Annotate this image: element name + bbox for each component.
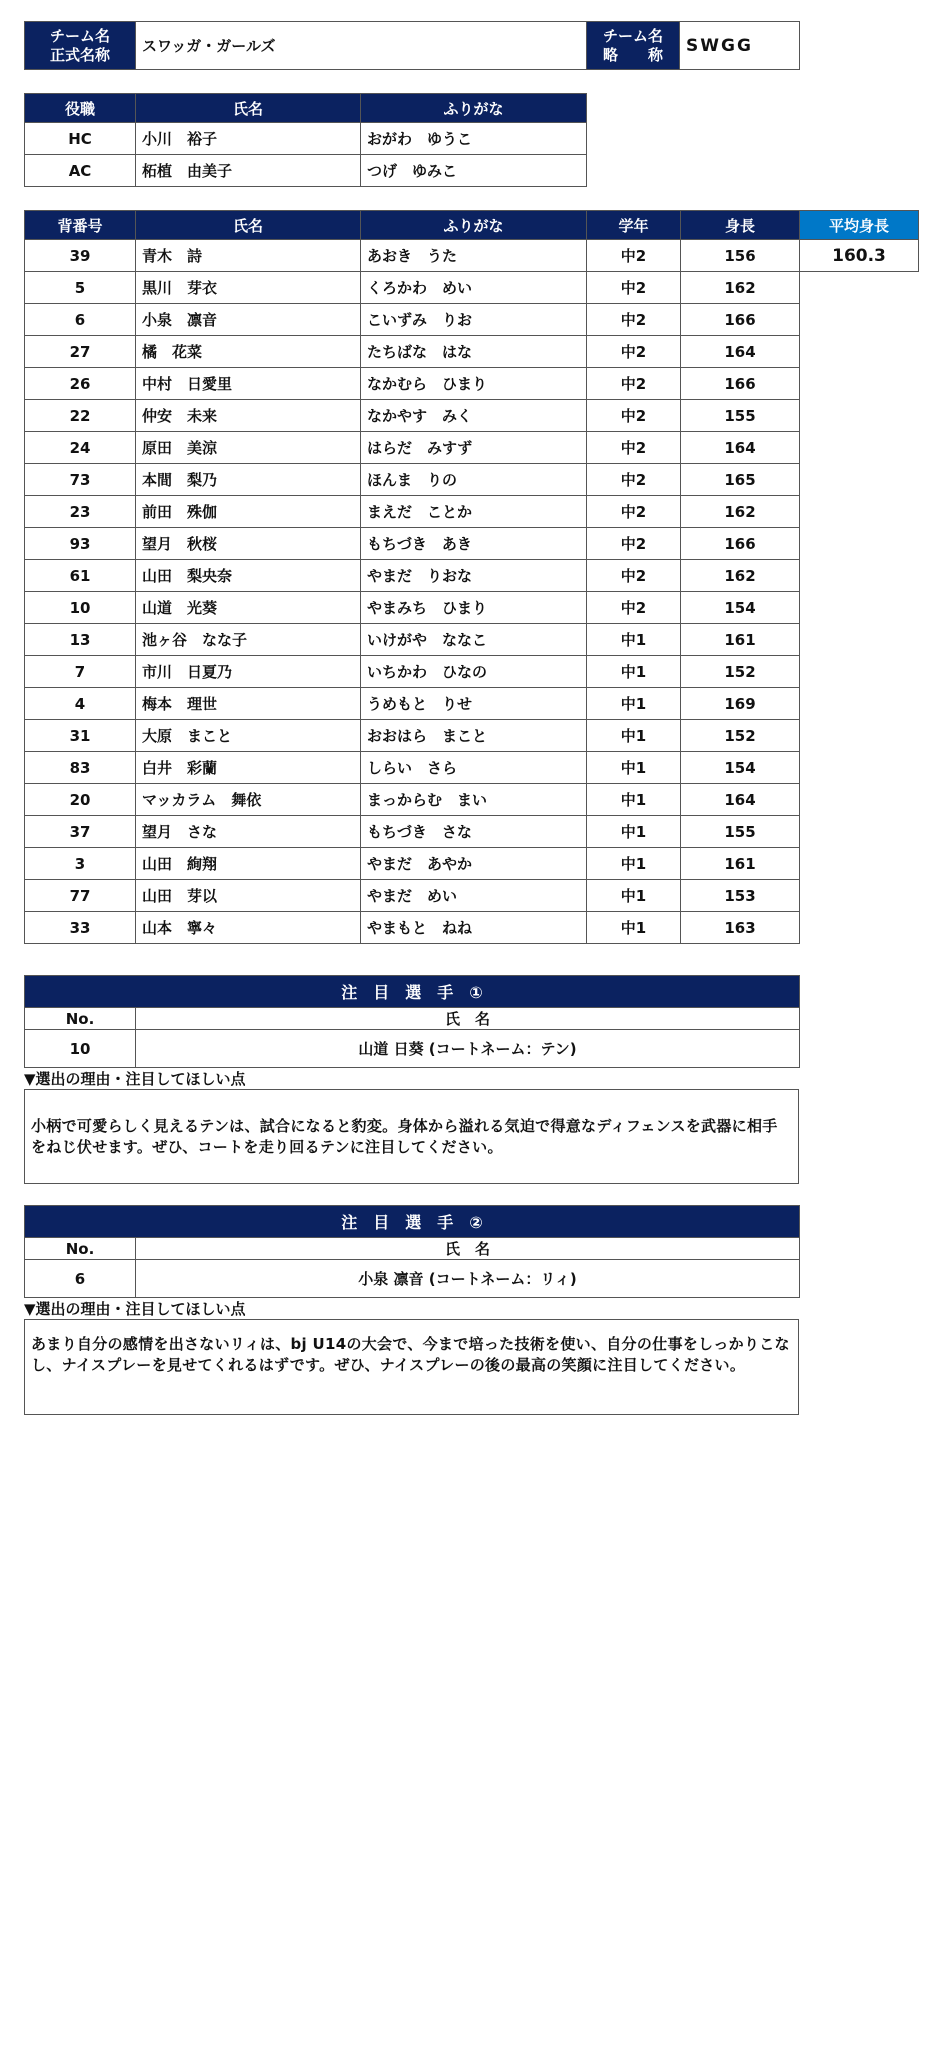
player-name: 黒川 芽衣 <box>136 272 361 304</box>
player-name: 橘 花菜 <box>136 336 361 368</box>
player-height: 164 <box>681 784 800 816</box>
player-grade: 中1 <box>587 656 681 688</box>
table-row <box>25 912 800 944</box>
player-grade: 中1 <box>587 752 681 784</box>
player-name: 山田 絢翔 <box>136 848 361 880</box>
staff-role: AC <box>25 155 136 187</box>
player-kana: もちづき さな <box>361 816 587 848</box>
table-row <box>25 272 800 304</box>
featured-player-2-reason-label: ▼選出の理由・注目してほしい点 <box>24 1300 246 1318</box>
player-kana: たちばな はな <box>361 336 587 368</box>
player-height: 164 <box>681 432 800 464</box>
staff-role: HC <box>25 123 136 155</box>
player-name: 山本 寧々 <box>136 912 361 944</box>
roster-header-name: 氏名 <box>136 211 361 240</box>
player-kana: いけがや ななこ <box>361 624 587 656</box>
player-height: 153 <box>681 880 800 912</box>
player-number: 33 <box>25 912 136 944</box>
player-height: 152 <box>681 720 800 752</box>
featured-player-2-reason: あまり自分の感情を出さないリィは、bj U14の大会で、今まで培った技術を使い、自分の仕事をしっかりこなし、ナイスプレーを見せてくれるはずです。ぜひ、ナイスプレーの後の最高の笑顔に注目してください。 <box>24 1319 799 1415</box>
player-name: 望月 さな <box>136 816 361 848</box>
player-name: 山田 芽以 <box>136 880 361 912</box>
player-name: 梅本 理世 <box>136 688 361 720</box>
table-row <box>25 368 800 400</box>
player-number: 27 <box>25 336 136 368</box>
player-grade: 中1 <box>587 688 681 720</box>
player-kana: やまだ あやか <box>361 848 587 880</box>
player-number: 10 <box>25 592 136 624</box>
table-row <box>25 336 800 368</box>
table-row <box>25 880 800 912</box>
table-row <box>25 432 800 464</box>
player-height: 162 <box>681 496 800 528</box>
featured-player-2-name-header: 氏 名 <box>136 1238 800 1260</box>
featured-player-2-table <box>24 1205 800 1298</box>
player-kana: やまみち ひまり <box>361 592 587 624</box>
staff-header-name: 氏名 <box>136 94 361 123</box>
player-height: 161 <box>681 848 800 880</box>
featured-player-2-no-header: No. <box>25 1238 136 1260</box>
table-row <box>25 496 800 528</box>
featured-player-2-name: 小泉 凛音 (コートネーム：リィ) <box>136 1260 800 1298</box>
table-row <box>25 304 800 336</box>
featured-player-1-title: 注 目 選 手 ① <box>25 976 800 1008</box>
player-grade: 中2 <box>587 560 681 592</box>
table-row <box>25 816 800 848</box>
player-number: 73 <box>25 464 136 496</box>
player-height: 169 <box>681 688 800 720</box>
player-number: 22 <box>25 400 136 432</box>
player-name: 青木 詩 <box>136 240 361 272</box>
player-name: 本間 梨乃 <box>136 464 361 496</box>
player-number: 4 <box>25 688 136 720</box>
featured-player-1-number: 10 <box>25 1030 136 1068</box>
player-number: 23 <box>25 496 136 528</box>
player-number: 31 <box>25 720 136 752</box>
table-row <box>25 752 800 784</box>
player-kana: やまもと ねね <box>361 912 587 944</box>
table-row <box>25 784 800 816</box>
player-grade: 中1 <box>587 720 681 752</box>
roster-header-kana: ふりがな <box>361 211 587 240</box>
player-number: 3 <box>25 848 136 880</box>
player-height: 165 <box>681 464 800 496</box>
player-height: 154 <box>681 752 800 784</box>
average-height-label: 平均身長 <box>800 211 919 240</box>
featured-player-1-reason-label: ▼選出の理由・注目してほしい点 <box>24 1070 246 1088</box>
average-height-table <box>799 210 919 272</box>
player-grade: 中1 <box>587 880 681 912</box>
player-grade: 中1 <box>587 784 681 816</box>
player-grade: 中2 <box>587 432 681 464</box>
staff-row <box>25 123 587 155</box>
staff-kana: おがわ ゆうこ <box>361 123 587 155</box>
staff-kana: つげ ゆみこ <box>361 155 587 187</box>
short-team-name: SWGG <box>680 22 800 70</box>
player-grade: 中1 <box>587 816 681 848</box>
staff-row <box>25 155 587 187</box>
featured-player-1-name: 山道 日葵 (コートネーム：テン) <box>136 1030 800 1068</box>
player-grade: 中2 <box>587 592 681 624</box>
player-height: 154 <box>681 592 800 624</box>
player-kana: ほんま りの <box>361 464 587 496</box>
player-kana: なかやす みく <box>361 400 587 432</box>
roster-header-grade: 学年 <box>587 211 681 240</box>
player-kana: くろかわ めい <box>361 272 587 304</box>
player-kana: まえだ ことか <box>361 496 587 528</box>
player-kana: いちかわ ひなの <box>361 656 587 688</box>
player-name: 山道 光葵 <box>136 592 361 624</box>
player-grade: 中2 <box>587 368 681 400</box>
roster-header-row <box>25 211 800 240</box>
player-grade: 中2 <box>587 336 681 368</box>
player-name: 山田 梨央奈 <box>136 560 361 592</box>
table-row <box>25 528 800 560</box>
player-name: 池ヶ谷 なな子 <box>136 624 361 656</box>
short-name-label <box>587 22 680 70</box>
player-name: 大原 まこと <box>136 720 361 752</box>
featured-player-1-name-header: 氏 名 <box>136 1008 800 1030</box>
table-row <box>25 240 800 272</box>
player-name: 原田 美涼 <box>136 432 361 464</box>
staff-name: 小川 裕子 <box>136 123 361 155</box>
official-team-name: スワッガ・ガールズ <box>136 22 587 70</box>
team-name-table <box>24 21 800 70</box>
player-number: 5 <box>25 272 136 304</box>
staff-header-kana: ふりがな <box>361 94 587 123</box>
player-number: 77 <box>25 880 136 912</box>
player-number: 26 <box>25 368 136 400</box>
player-number: 61 <box>25 560 136 592</box>
player-grade: 中2 <box>587 528 681 560</box>
table-row <box>25 400 800 432</box>
featured-player-1-table <box>24 975 800 1068</box>
player-height: 166 <box>681 304 800 336</box>
roster-header-height: 身長 <box>681 211 800 240</box>
player-kana: あおき うた <box>361 240 587 272</box>
player-kana: もちづき あき <box>361 528 587 560</box>
player-grade: 中2 <box>587 496 681 528</box>
player-kana: やまだ めい <box>361 880 587 912</box>
player-number: 37 <box>25 816 136 848</box>
player-number: 20 <box>25 784 136 816</box>
player-name: 仲安 未来 <box>136 400 361 432</box>
average-height-value: 160.3 <box>800 240 919 272</box>
player-number: 6 <box>25 304 136 336</box>
staff-name: 柘植 由美子 <box>136 155 361 187</box>
player-name: マッカラム 舞依 <box>136 784 361 816</box>
player-kana: しらい さら <box>361 752 587 784</box>
player-height: 164 <box>681 336 800 368</box>
short-name-label-line2: 略 称 <box>602 45 663 64</box>
player-kana: やまだ りおな <box>361 560 587 592</box>
player-kana: うめもと りせ <box>361 688 587 720</box>
player-number: 7 <box>25 656 136 688</box>
table-row <box>25 464 800 496</box>
player-grade: 中1 <box>587 624 681 656</box>
player-roster-table <box>24 210 800 944</box>
table-row <box>25 688 800 720</box>
player-kana: はらだ みすず <box>361 432 587 464</box>
player-height: 156 <box>681 240 800 272</box>
official-name-label <box>25 22 136 70</box>
staff-table <box>24 93 587 187</box>
player-name: 前田 殊伽 <box>136 496 361 528</box>
official-name-label-line1: チーム名 <box>49 26 110 45</box>
player-height: 155 <box>681 400 800 432</box>
roster-header-number: 背番号 <box>25 211 136 240</box>
featured-player-2-title: 注 目 選 手 ② <box>25 1206 800 1238</box>
featured-player-1-no-header: No. <box>25 1008 136 1030</box>
table-row <box>25 848 800 880</box>
player-name: 望月 秋桜 <box>136 528 361 560</box>
player-grade: 中2 <box>587 464 681 496</box>
player-height: 152 <box>681 656 800 688</box>
staff-header-role: 役職 <box>25 94 136 123</box>
player-height: 166 <box>681 528 800 560</box>
player-number: 39 <box>25 240 136 272</box>
player-name: 中村 日愛里 <box>136 368 361 400</box>
player-height: 162 <box>681 560 800 592</box>
player-grade: 中2 <box>587 272 681 304</box>
player-kana: こいずみ りお <box>361 304 587 336</box>
table-row <box>25 720 800 752</box>
short-name-label-line1: チーム名 <box>602 26 663 45</box>
player-name: 小泉 凛音 <box>136 304 361 336</box>
player-kana: おおはら まこと <box>361 720 587 752</box>
player-grade: 中2 <box>587 400 681 432</box>
player-number: 13 <box>25 624 136 656</box>
table-row <box>25 656 800 688</box>
player-height: 163 <box>681 912 800 944</box>
player-height: 166 <box>681 368 800 400</box>
player-height: 161 <box>681 624 800 656</box>
featured-player-1-reason: 小柄で可愛らしく見えるテンは、試合になると豹変。身体から溢れる気迫で得意なディフェンスを武器に相手をねじ伏せます。ぜひ、コートを走り回るテンに注目してください。 <box>24 1089 799 1184</box>
player-grade: 中2 <box>587 240 681 272</box>
player-kana: なかむら ひまり <box>361 368 587 400</box>
player-number: 83 <box>25 752 136 784</box>
featured-player-2-number: 6 <box>25 1260 136 1298</box>
player-height: 155 <box>681 816 800 848</box>
player-name: 白井 彩蘭 <box>136 752 361 784</box>
player-grade: 中1 <box>587 848 681 880</box>
player-name: 市川 日夏乃 <box>136 656 361 688</box>
staff-header-row <box>25 94 587 123</box>
player-height: 162 <box>681 272 800 304</box>
table-row <box>25 624 800 656</box>
table-row <box>25 592 800 624</box>
official-name-label-line2: 正式名称 <box>49 45 110 64</box>
table-row <box>25 560 800 592</box>
player-kana: まっからむ まい <box>361 784 587 816</box>
player-grade: 中2 <box>587 304 681 336</box>
player-grade: 中1 <box>587 912 681 944</box>
player-number: 24 <box>25 432 136 464</box>
player-number: 93 <box>25 528 136 560</box>
